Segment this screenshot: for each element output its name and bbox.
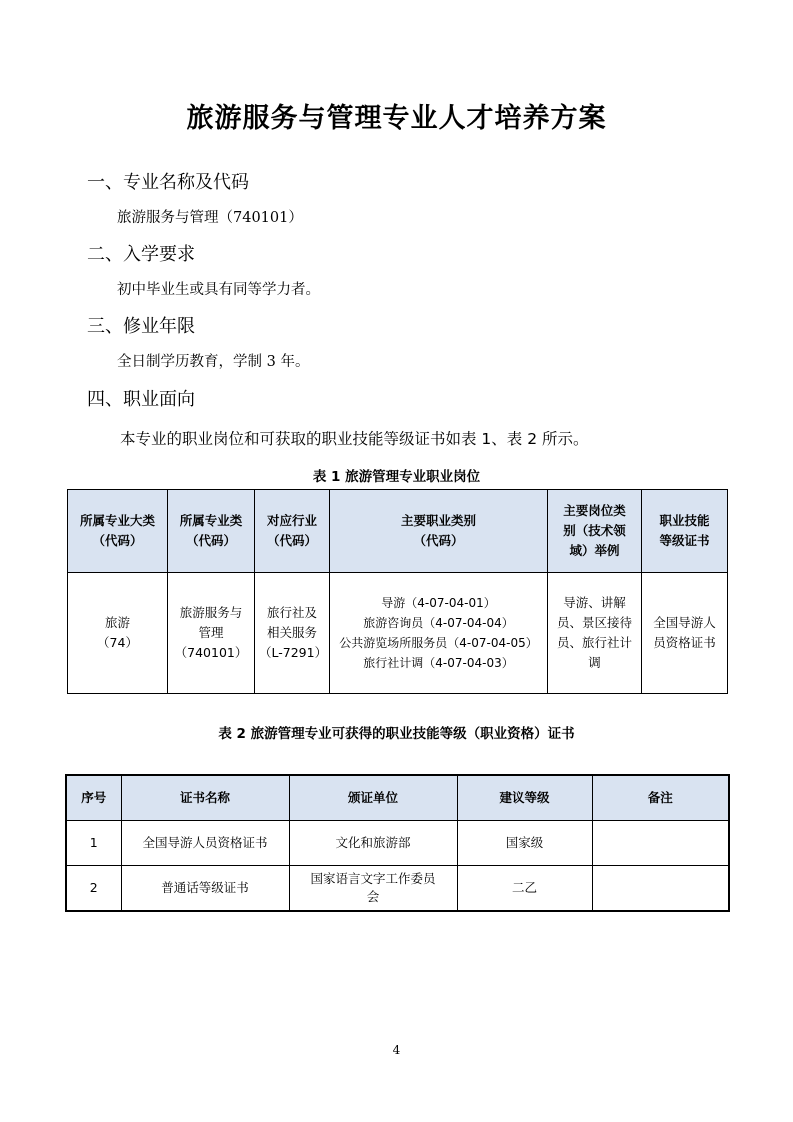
cell-issuer: 国家语言文字工作委员 会 (289, 866, 457, 912)
header-level: 建议等级 (457, 775, 592, 821)
table-row (68, 573, 728, 694)
cell-cert-name: 普通话等级证书 (121, 866, 289, 912)
cell-issuer: 文化和旅游部 (289, 821, 457, 866)
table1-header-row (68, 490, 728, 573)
section-text-3: 全日制学历教育，学制 3 年。 (117, 354, 310, 370)
table-row (66, 821, 729, 866)
cell-certificate: 全国导游人 员资格证书 (642, 573, 728, 694)
section-heading-3: 三、修业年限 (87, 316, 195, 337)
table2-header-row (66, 775, 729, 821)
header-no: 序号 (66, 775, 121, 821)
cell-industry: 旅行社及 相关服务 （L-7291） (255, 573, 330, 694)
cell-major-category: 旅游 （74） (68, 573, 168, 694)
section-heading-4: 四、职业面向 (87, 389, 195, 410)
certificate-table (65, 774, 730, 912)
header-job-examples: 主要岗位类 别（技术领 域）举例 (548, 490, 642, 573)
header-note: 备注 (592, 775, 729, 821)
table2-caption: 表 2 旅游管理专业可获得的职业技能等级（职业资格）证书 (218, 726, 575, 742)
cell-note (592, 866, 729, 912)
table-row (66, 866, 729, 912)
occupation-table (67, 489, 728, 694)
cell-no: 2 (66, 866, 121, 912)
section-heading-1: 一、专业名称及代码 (87, 172, 249, 193)
header-issuer: 颁证单位 (289, 775, 457, 821)
section-text-4: 本专业的职业岗位和可获取的职业技能等级证书如表 1、表 2 所示。 (120, 430, 589, 448)
cell-note (592, 821, 729, 866)
table1-caption: 表 1 旅游管理专业职业岗位 (312, 469, 481, 485)
section-text-1: 旅游服务与管理（740101） (117, 210, 303, 226)
page-title: 旅游服务与管理专业人才培养方案 (186, 103, 607, 134)
cell-occupation-category: 导游（4-07-04-01） 旅游咨询员（4-07-04-04） 公共游览场所服务员（4-07-04-05） 旅行社计调（4-07-04-03） (330, 573, 548, 694)
header-industry: 对应行业 （代码） (255, 490, 330, 573)
header-certificate: 职业技能 等级证书 (642, 490, 728, 573)
header-occupation-category: 主要职业类别 （代码） (330, 490, 548, 573)
section-heading-2: 二、入学要求 (87, 244, 195, 265)
cell-major-class: 旅游服务与 管理 （740101） (168, 573, 255, 694)
cell-level: 国家级 (457, 821, 592, 866)
cell-job-examples: 导游、讲解 员、景区接待 员、旅行社计 调 (548, 573, 642, 694)
header-cert-name: 证书名称 (121, 775, 289, 821)
cell-no: 1 (66, 821, 121, 866)
header-major-class: 所属专业类 （代码） (168, 490, 255, 573)
section-text-2: 初中毕业生或具有同等学力者。 (117, 282, 320, 298)
header-major-category: 所属专业大类 （代码） (68, 490, 168, 573)
cell-level: 二乙 (457, 866, 592, 912)
page-number: 4 (392, 1043, 401, 1057)
cell-cert-name: 全国导游人员资格证书 (121, 821, 289, 866)
